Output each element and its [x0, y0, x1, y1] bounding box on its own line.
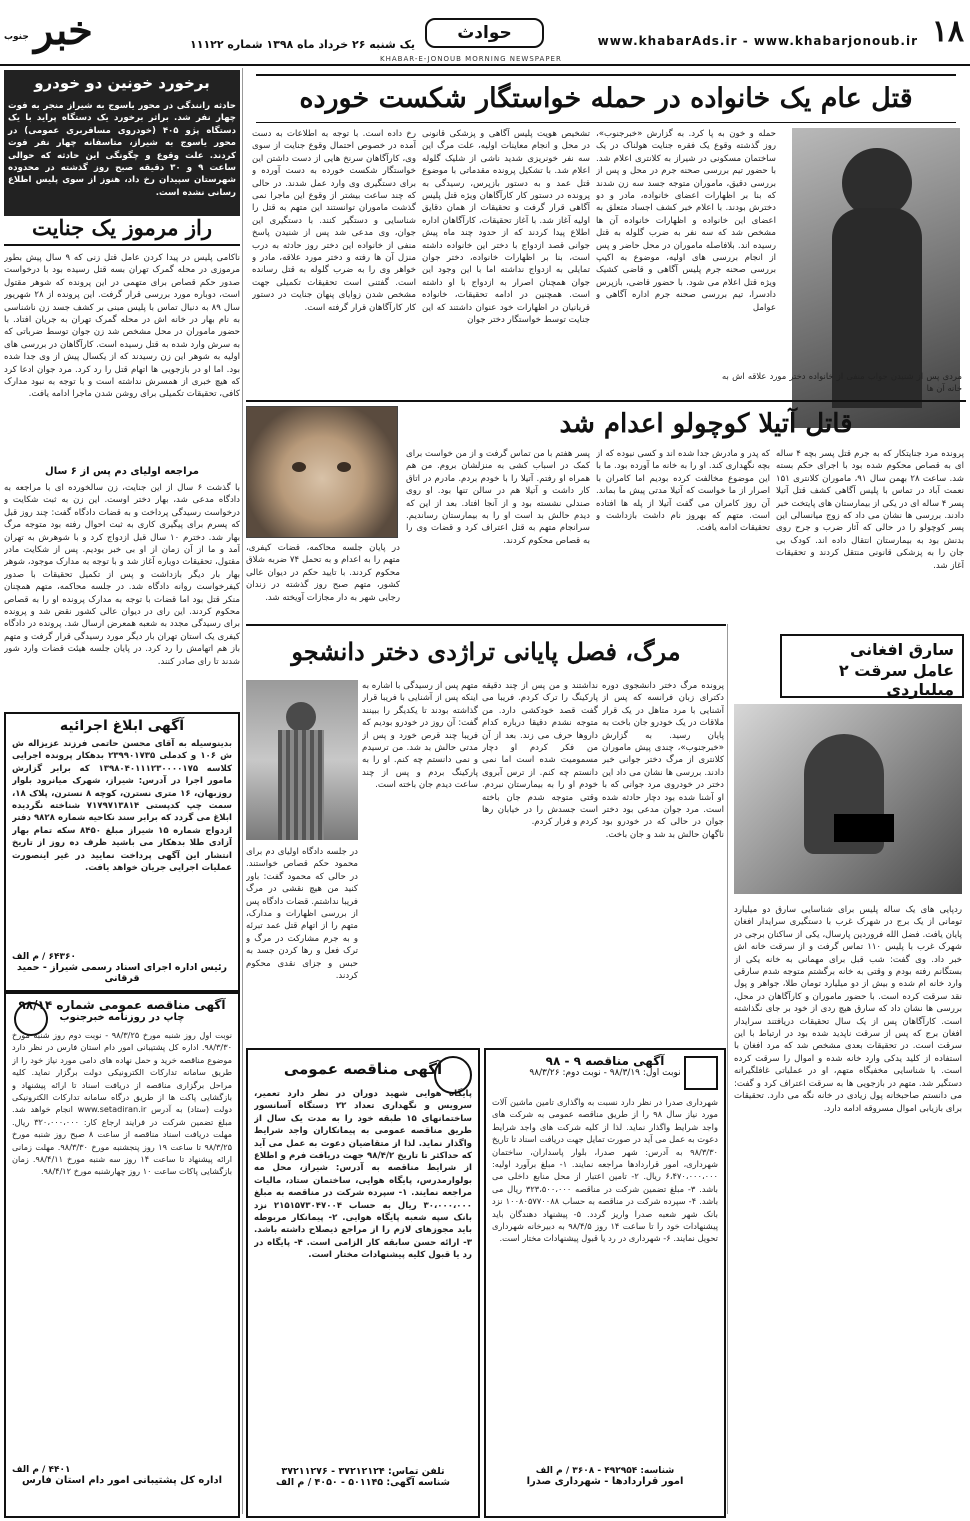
ablagh-signature: رئیس اداره اجرای اسناد رسمی شیراز - حمید قرقانی — [16, 962, 228, 984]
student-headline: مرگ، فصل پایانی تراژدی دختر دانشجو — [291, 637, 681, 666]
student-col-1: پرونده مرگ دختر دانشجوی دوره دکترای زبان فرانسه که پس از آشنایی با مرد متاهل در یک قرار ملاقات در یک خودرو جان باخت به پایان رسید. به گزارش «خبرجنوب»، چندی پیش ماموران کلانتری از مرگ دختر جوانی خبر دادند. بررسی ها نشان می داد این دختر در خودروی مرد جوانی که با او آشنا شده بود دچار حادثه شده است. مرد جوان مدعی بود دختر جوان در حالی که در خودرو بود ناگهان حالش بد شد و جان باخت. — [602, 681, 724, 840]
accident-body: حادثه رانندگی در محور یاسوج به شیراز منجر به فوت چهار نفر شد. براثر برخورد یک دستگاه پراید با یک دستگاه پژو ۴۰۵ (خودروی مسافربری عمومی) در محور یاسوج به شیراز، متاسفانه چهار نفر فوت کردند. علت وقوع و چگونگی این حادثه که حوالی ساعت ۹ و ۳۰ دقیقه صبح روز گذشته در محدوده شهرستان سپیدان رخ داد، هنوز از سوی پلیس اطلاع رسانی نشده است. — [4, 96, 240, 216]
tender2-number: شناسه آگهی: ۵۰۱۱۴۵ - ۴۰۵۰ / م الف — [275, 1477, 451, 1488]
mystery-body: ناکامی پلیس در پیدا کردن عامل قتل زنی که ۹ سال پیش بطور مرموزی در محله گمرک تهران بسه قتل رسیده بود با درخواست صدور حکم قصاص برای متهمی در این پرونده که شوهر مقتول است، دوباره مورد بررسی قرار گرفت. این پرونده از ۲۸ شهریور سال ۸۹ به دنبال تماس با پلیس مبنی بر کشف جسد زن ناشناسی به نام بهار در خانه اش در محله گمرک تهران به جریان افتاد. با حضور ماموران در محل مشخص شد زن جوان توسط ضرباتی که به سرش وارد شده به قتل رسیده است. کارآگاهان در بررسی های اولیه به شوهر این زن رسیدند که از یکسال پیش از وی جدا شده بود. اما او در بازجویی ها اتهام قتل را رد کرد. مرد جوان ادعا کرد که هیچ خبری از همسرش نداشته است و با توجه به نبود مدارک کافی، تحقیقات تکمیلی برای روشن شدن ماجرا ادامه یافت. — [4, 253, 240, 400]
mystery-subheadline: مراجعه اولیای دم پس از ۶ سال — [45, 466, 199, 477]
english-name: KHABAR-E-JONOUB MORNING NEWSPAPER — [380, 55, 562, 63]
student-col-2: نداشتند و من پس از چند دقیقه پارکینگ را ترک کردم. فریبا می گفت قصد خودکشی دارد. من متوجه نشدم دقیقا درباره کدام داروها حرف می زند. بعد از آن من فکر کردم او دچار مسمومیت شده است اما نمی دانستم چه کنم. از ترس آبروی خودم او را به بیمارستان نبردم. وقتی متوجه شدم جان باخته است جسدش را در خیابان رها کردم و فرار کردم. — [482, 681, 598, 828]
ablagh-number: ۶۴۳۶۰ / م الف — [12, 952, 76, 962]
mystery-headline: راز مرموز یک جنایت — [4, 212, 240, 246]
masthead — [0, 0, 970, 66]
ablagh-headline: آگهی ابلاغ اجرائیه — [59, 718, 185, 734]
tender3-footer: امور قراردادها - شهرداری صدرا — [526, 1476, 684, 1487]
main-col-3: رخ داده است. با توجه به اطلاعات به دست آمده در خصوص احتمال وقوع جنایت از سوی وی، کارآگاهان سرنخ هایی از دست داشتن این خواستگار شکست خورده به دست آورده و برای دستگیری وی وارد عمل شدند. در حالی که چند ساعت بیشتر از وقوع این ماجرا نمی گذشت ماموران توانستند این متهم به قتل را شناسایی و دستگیر کنند. با دستگیری این جوان، وی مدعی شد پس از شنیدن پاسخ منفی از خانواده این دختر روز حادثه به درب منزل آن ها رفته و دختر مورد علاقه، مادر و خواهر وی را به ضرب گلوله به قتل رسانده است. گفتنی است تحقیقات تکمیلی جهت مشخص شدن زوایای پنهان جنایت در دستور کار کارآگاهان قرار گرفته است. — [252, 129, 416, 313]
accident-headline: برخورد خونین دو خودرو — [4, 70, 240, 96]
tender2-headline: آگهی مناقصه عمومی — [283, 1060, 443, 1078]
tender3-number: شناسه: ۴۹۲۹۵۴ - ۳۶۰۸ / م الف — [535, 1466, 675, 1476]
student-story — [246, 624, 726, 1044]
child-col-3: پسر هفتم با من تماس گرفت و از من خواست برای کمک در اسباب کشی به منزلشان بروم. من هم همراه او رفتم. آتیلا را با خودم بردم. مادرم در اتاق کار داشت و آتیلا هم در سالن تنها بود. او روی صندلی نشسته بود و از آنجا افتاد. بعد از این که دیدم حالش بد است او را به بیمارستان رساندیم. سرانجام متهم به قتل اعتراف کرد و قضات وی را به قصاص محکوم کردند. — [406, 449, 590, 546]
tender2-ad — [246, 1048, 480, 1518]
afghan-photo — [734, 704, 962, 894]
student-col-4: متهم پس از رسیدگی با اشاره به اینکه پس از آشنایی با فریبا قرار گذاشته بودند تا یکدیگر را ببینند گفت: آن روز در خودرو بودیم که فریبا چند قرص خورد و پس از مدتی حالش بد شد. من ترسیدم و نمی دانستم چه کنم. او را به پارکینگ بردم و پس از چند ساعت دیدم جان باخته است. — [362, 681, 478, 791]
main-story — [246, 66, 966, 396]
logo-word: خبر — [34, 7, 93, 54]
main-col-1: حمله و خون به پا کرد. به گزارش «خبرجنوب»، روز گذشته وقوع یک فقره جنایت هولناک در یک ساختمان مسکونی در شیراز به کلانتری اعلام شد. با حضور تیم بررسی صحنه جرم در محل و پس از بررسی دقیق، ماموران متوجه جسد سه زن شدند که بنا بر اظهارات اعضای خانواده، مادر و دو دخترش بودند. با اعلام خبر کشف اجساد متعلق به اعضای این خانواده و اظهارات خانواده آن ها مشخص شد که سه نفر به ضرب گلوله به قتل رسیده اند. بلافاصله ماموران در محل حاضر و پس از انجام بررسی های اولیه، موضوع به اکیپ بررسی صحنه جرم پلیس آگاهی و قاضی کشیک ویژه قتل اعلام می شود. با حضور قاضی، بازپرس دادسرا، تیم بررسی صحنه جرم اداره آگاهی و عوامل — [596, 129, 776, 313]
student-col-3: در جلسه دادگاه اولیای دم برای محمود حکم قصاص خواستند. در حالی که محمود گفت: باور کنید من هیچ نقشی در مرگ فریبا نداشتم. قضات دادگاه پس از بررسی اظهارات و مدارک، متهم را از اتهام قتل عمد تبرئه و به جرم مشارکت در مرگ و ترک فعل و رها کردن جسد به حبس و جزای نقدی محکوم کردند. — [246, 847, 358, 982]
tender3-dates: نوبت اول: ۹۸/۳/۱۹ - نوبت دوم: ۹۸/۳/۲۶ — [529, 1068, 681, 1078]
divider — [246, 624, 726, 626]
section-title: حوادث — [425, 18, 544, 48]
tender1-footer: اداره کل پشتیبانی امور دام استان فارس — [21, 1475, 223, 1486]
tender3-headline: آگهی مناقصه ۹ - ۹۸ — [545, 1054, 665, 1068]
tender3-body: شهرداری صدرا در نظر دارد نسبت به واگذاری تامین ماشین آلات مورد نیاز سال ۹۸ را از طریق مناقصه عمومی به شرکت های واجد شرایط واگذار نماید. لذا از کلیه شرکت های واجد شرایط دعوت به عمل می آید در صورت تمایل جهت دریافت اسناد تا تاریخ ۹۸/۳/۳۰ به آدرس: شهر صدرا، بلوار پاسداران، ساختمان شهرداری، امور قراردادها مراجعه نمایند. ۱- مبلغ برآورد اولیه: ۶،۴۷۰،۰۰۰،۰۰۰ ریال. ۲- تامین اعتبار از محل منابع داخلی می باشد. ۳- مبلغ تضمین شرکت در مناقصه ۳۲۳،۵۰۰،۰۰۰ ریال می باشد. ۴- سپرده شرکت در مناقصه به حساب ۱۰۰۸۰۵۷۷۰۰۸۸ نزد بانک شهر شعبه صدرا واریز گردد. ۵- پیشنهاد دهندگان باید پیشنهادات خود را تا ساعت ۱۴ روز ۹۸/۴/۵ به دبیرخانه شهرداری تحویل نمایند. ۶- شهرداری در رد یا قبول پیشنهادات مختار است. — [492, 1097, 718, 1244]
airforce-logo-icon — [434, 1056, 472, 1094]
jihad-logo-icon — [14, 1002, 48, 1036]
column-rule — [242, 68, 243, 1514]
tender1-ad — [4, 992, 240, 1518]
afghan-story — [730, 624, 966, 1514]
student-photo — [246, 680, 358, 840]
afghan-body: ردپایی های یک ساله پلیس برای شناسایی سارق دو میلیارد تومانی از یک برج در شهرک غرب با دستگیری سرایدار افغان پایان یافت. فضل الله فروردین پارسال، یکی از ساکنان برجی در شهرک غرب با پلیس ۱۱۰ تماس گرفت و از سرقت خانه اش خبر داد. وی گفت: شب قبل برای مهمانی به خانه یکی از بستگانم رفته بودم و وقتی به خانه برگشتم متوجه شدم سارقی وارد خانه ام شده و بیش از دو میلیارد تومان طلا، جواهر و پول نقد سرقت کرده است. با حضور ماموران و کارآگاهان در محل، بررسی ها نشان داد که سارق هیچ ردی از خود بر جای نگذاشته است. کارآگاهان پس از یک سال تحقیقات دریافتند سرایدار افغان برج که پس از سرقت ناپدید شده بود در ارتباط با این سرقت است. در تحقیقات بعدی مشخص شد که مرد افغان با استفاده از کلید یدکی وارد خانه شده و اموال را سرقت کرده است. با شناسایی مخفیگاه متهم، او در عملیاتی غافلگیرانه دستگیر شد. متهم در بازجویی ها به سرقت اعتراف کرد و گفت: می دانستم صاحبخانه پول زیادی در خانه نگه می دارد. تحقیقات برای بازیابی اموال مسروقه ادامه دارد. — [734, 905, 962, 1114]
newspaper-logo — [4, 6, 114, 58]
afghan-headline-2: عامل سرقت ۲ میلیاردی — [838, 661, 954, 699]
main-headline: قتل عام یک خانواده در حمله خواستگار شکست خورده — [256, 74, 956, 123]
child-col-2: که پدر و مادرش جدا شده اند و کسی نبوده که از بچه نگهداری کند. او را به خانه ما آورده بود. ما با این موضوع مخالفت کرده بودیم اما کامران با اصرار از ما خواست که آتیلا مدتی پیش ما بماند. آن روز کامران می گفت آتیلا از پله ها افتاده است. متهم که بهروز نام داشت بازداشت و تحقیقات ادامه یافت. — [596, 449, 770, 534]
child-photo — [246, 406, 398, 538]
ablagh-ad — [4, 712, 240, 992]
sadra-logo-icon — [684, 1056, 718, 1090]
child-caption: در پایان جلسه محاکمه، قضات کیفری، متهم را به اعدام و به تحمل ۷۴ ضربه شلاق محکوم کردند. با تایید حکم در دیوان عالی کشور، متهم صبح روز گذشته در زندان رجایی شهر به دار مجازات آویخته شد. — [246, 543, 400, 603]
tender2-body: پایگاه هوایی شهید دوران در نظر دارد تعمیر، سرویس و نگهداری تعداد ۲۲ دستگاه آسانسور ساختمانهای ۱۵ طبقه خود را به مدت یک سال از طریق مناقصه عمومی به پیمانکاران واجد شرایط واگذار نماید. لذا از متقاضیان دعوت به عمل می آید که حداکثر تا تاریخ ۹۸/۴/۲ جهت دریافت فرم و اطلاع از شرایط مناقصه به آدرس: شیراز، محل مه بولوارمدرس، پایگاه هوایی، ساختمان ستاد، مالیات مراجعه نمایند. ۱- سپرده شرکت در مناقصه به مبلغ ۳۰،۰۰۰،۰۰۰ ریال به حساب ۲۱۵۱۵۷۳۰۴۷۰۰۴ نزد بانک سپه شعبه پایگاه هوایی. ۲- پیمانکار مربوطه باید مجوزهای لازم را از مراجع ذیصلاح داشته باشد. ۳- ارائه حسن سابقه کار الزامی است. ۴- پایگاه در رد یا قبول کلیه پیشنهادات مختار است. — [254, 1089, 472, 1261]
tender1-subheadline: چاپ در روزنامه خبرجنوب — [59, 1012, 185, 1023]
ablagh-body: بدینوسیله به آقای محسن حاتمی فرزند عزیزاله ش ش ۱۰۶ و کدملی ۲۳۹۹۰۱۷۳۵ بدهکار پرونده اجرایی کلاسه ۱۳۹۸۰۴۰۱۱۱۲۳۰۰۰۰۱۷۵ که برابر گزارش مامور اجرا در آدرس: شیراز، شهرک میانرود بلوار روزبهان، ۱۶ متری نسترن، کوچه ۸ نسترن، پلاک ۱۸، سمت چپ کدپستی ۷۱۷۹۷۱۳۸۱۴ شناخته نگردیده ابلاغ می گردد که برابر سند نکاحیه شماره ۹۸۲۸ دفتر ازدواج شماره ۱۵ شیراز مبلغ ۸۴۵۰ سکه تمام بهار آزادی طلا بدهکار می باشید ظرف ده روز از تاریخ انتشار این آگهی پرداخت نمایید در غیر اینصورت عملیات اجرایی جریان خواهد یافت. — [12, 739, 232, 874]
child-story — [246, 400, 966, 620]
tender1-number: ۴۴۰۱ / م الف — [12, 1465, 71, 1475]
divider — [246, 400, 966, 402]
main-col-2: تشخیص هویت پلیس آگاهی و پزشکی قانونی در محل و انجام معاینات اولیه، علت مرگ این سه نفر خونریزی شدید ناشی از شلیک گلوله اعلام شد. با تشکیل پرونده مقدماتی با موضوع قتل عمد و به دستور بازپرس، رسیدگی به پرونده در دستور کار کارآگاهان ویژه قتل پلیس آگاهی قرار گرفت و تحقیقات از همان دقایق اولیه آغاز شد. با آغاز تحقیقات، کارآگاهان اداره اطلاع پیدا کردند که از حدود چند ماه پیش جوانی قصد ازدواج با دختر این خانواده داشته است، بنا بر اظهارات خانواده، دختر جوان تمایلی به ازدواج نداشته اما با این وجود این جوان همچنان اصرار به ازدواج با او داشته است. همچنین در ادامه تحقیقات، خانواده قربانیان در اظهارات خود عنوان داشتند که این جنایت توسط خواستگار دختر جوان — [422, 129, 590, 326]
mystery-body-2: با گذشت ۶ سال از این جنایت، زن سالخورده ای با مراجعه به دادگاه مدعی شد، بهار دختر اوست. این زن به ثبت شکایت و درخواست رسیدگی پرداخت و به قضات دادگاه گفت: چند روز قبل که پسرم برای پیگیری کاری به ثبت احوال رفته بود متوجه مرگ بهار شد. دخترم ۱۰ سال قبل ازدواج کرد و با شوهرش به تهران آمد و ما از آن زمان از او بی خبر بودیم. پس از شکایت مادر مقتول، تحقیقات دوباره آغاز شد و با توجه به مدارک موجود، شوهر بهار بار دیگر بازداشت و پس از تکمیل تحقیقات با صدور کیفرخواست روانه دادگاه شد. در جلسه محاکمه، متهم همچنان منکر قتل بود اما قضات با توجه به مدارک پرونده او را به قصاص محکوم کردند. این رای در دیوان عالی کشور نقض شد و پرونده برای رسیدگی مجدد به شعبه همعرض ارسال شد. پرونده در دادگاه کیفری یک استان تهران بار دیگر مورد رسیدگی قرار گرفت و متهم باز هم اتهامش را رد کرد. در پایان جلسه هیئت قضات وارد شور شدند تا رای صادر کنند. — [4, 483, 240, 667]
tender1-body: نوبت اول روز شنبه مورخ ۹۸/۳/۲۵ - نوبت دوم روز شنبه مورخ ۹۸/۳/۳۰. اداره کل پشتیبانی امور دام استان فارس در نظر دارد موضوع مناقصه خرید و حمل نهاده های دامی مورد نیاز خود را از طریق سامانه تدارکات الکترونیکی دولت برگزار نماید. کلیه مراحل برگزاری مناقصه از دریافت اسناد تا ارائه پیشنهاد و بازگشایی پاکت ها از طریق درگاه سامانه تدارکات الکترونیکی دولت (ستاد) به آدرس www.setadiran.ir انجام خواهد شد. مبلغ تضمین شرکت در فرایند ارجاع کار: ۳۲۰،۰۰۰،۰۰۰ ریال. مهلت دریافت اسناد مناقصه از ساعت ۸ صبح روز شنبه مورخ ۹۸/۳/۲۵ تا ساعت ۱۹ روز پنجشنبه مورخ ۹۸/۳/۳۰. مهلت زمانی ارائه پیشنهاد تا ساعت ۱۴ روز سه شنبه مورخ ۹۸/۴/۱۱. زمان بازگشایی پاکات ساعت ۱۰ روز چهارشنبه مورخ ۹۸/۴/۱۲. — [12, 1030, 232, 1177]
afghan-headline-box — [780, 634, 964, 698]
tender3-ad — [484, 1048, 726, 1518]
child-col-1: پرونده مرد جنایتکار که به جرم قتل پسر بچه ۴ ساله ای به قصاص محکوم شده بود با اجرای حکم بسته شد. ساعت ۲۸ بهمن سال ۹۱، ماموران کلانتری ۱۵۱ نعمت آباد در تماس با پلیس آگاهی کشف قتل آتیلا پسر ۴ ساله ای در یکی از بیمارستان های پایتخت خبر دادند. بررسی ها نشان می داد که زوج میانسالی این پسر کوچولو را در حالی که آثار ضرب و جرح روی بدنش بود به بیمارستان انتقال داده اند. کودک بی جان را به پزشکی قانونی منتقل کردند و تحقیقات آغاز شد. — [776, 449, 964, 571]
main-photo-caption: مردی پس از شنیدن جواب منفی از خانواده دختر مورد علاقه اش به خانه آن ها — [722, 371, 962, 394]
tender2-phone: تلفن تماس: ۳۷۲۱۲۱۲۴ - ۳۷۲۱۱۲۷۶ — [281, 1466, 445, 1477]
website-links[interactable]: www.khabarAds.ir - www.khabarjonoub.ir — [597, 34, 918, 48]
tender1-headline: آگهی مناقصه عمومی شماره ۹۸/۱۴ — [18, 998, 226, 1012]
column-rule — [727, 624, 728, 1514]
sidebar — [4, 70, 240, 710]
page-number: ۱۸ — [931, 14, 964, 49]
issue-date: یک شنبه ۲۶ خرداد ماه ۱۳۹۸ شماره ۱۱۱۲۲ — [190, 38, 415, 51]
child-headline: قاتل آتیلا کوچولو اعدام شد — [559, 409, 853, 439]
afghan-headline-1: سارق افغانی — [849, 640, 954, 659]
logo-subword: جنوب — [4, 32, 29, 42]
